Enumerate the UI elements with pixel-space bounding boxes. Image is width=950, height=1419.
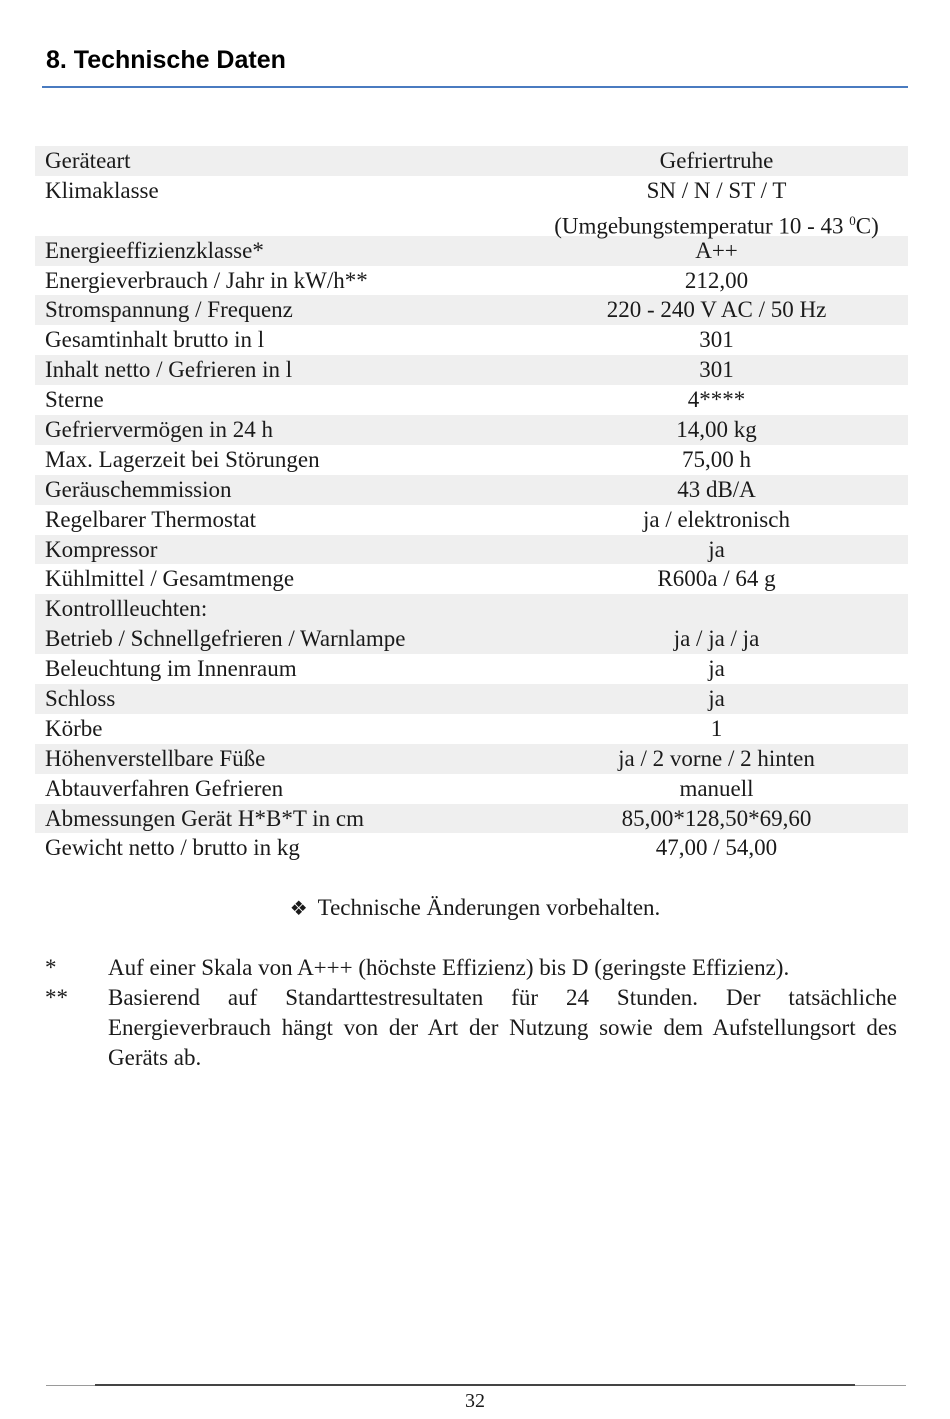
spec-label: [35, 804, 525, 834]
spec-label-line: Beleuchtung im Innenraum: [45, 656, 297, 682]
spec-value-line: Gefriertruhe: [659, 148, 774, 173]
footnote-mark: *: [45, 955, 57, 980]
spec-value-line: ja: [708, 656, 725, 682]
spec-value: [525, 594, 908, 654]
spec-value-line: [525, 594, 908, 624]
spec-value: [525, 505, 908, 535]
spec-label-line: Kühlmittel / Gesamtmenge: [45, 566, 295, 592]
spec-value: [525, 714, 908, 744]
spec-label: [35, 774, 525, 804]
spec-value-line: ja: [708, 536, 725, 562]
spec-label: [35, 475, 525, 505]
spec-label-line: Regelbarer Thermostat: [45, 506, 256, 532]
footnote: [45, 983, 897, 1073]
footnote-mark: **: [45, 985, 68, 1010]
spec-value-text: (Umgebungstemperatur 10 - 43: [554, 213, 850, 239]
spec-row: [35, 774, 908, 804]
spec-value-line: manuell: [679, 775, 754, 801]
spec-value-line: 4****: [687, 387, 746, 413]
spec-label-line: Stromspannung / Frequenz: [45, 297, 293, 323]
spec-value-line: 1: [710, 715, 723, 741]
spec-value: [525, 445, 908, 475]
spec-label: [35, 714, 525, 744]
spec-value-line: 220 - 240 V AC / 50 Hz: [606, 297, 827, 323]
section-heading: 8. Technische Daten: [46, 46, 286, 74]
spec-value-line: 301: [699, 327, 734, 353]
spec-label: [35, 505, 525, 535]
spec-value-line: R600a / 64 g: [657, 566, 776, 592]
spec-row: [35, 744, 908, 774]
spec-label: [35, 146, 525, 176]
spec-label-line: Kompressor: [45, 536, 158, 562]
spec-value: [525, 833, 908, 863]
spec-value: [525, 654, 908, 684]
spec-value-line: ja / elektronisch: [643, 506, 790, 532]
spec-row: [35, 355, 908, 385]
spec-row: [35, 295, 908, 325]
diamond-bullet-icon: ❖: [289, 896, 308, 920]
footnote-text: Auf einer Skala von A+++ (höchste Effizienz) bis D (geringste Effizienz).: [108, 955, 790, 980]
spec-value-line: 14,00 kg: [676, 417, 757, 443]
spec-value: [525, 684, 908, 714]
spec-label-line: Abmessungen Gerät H*B*T in cm: [45, 805, 364, 831]
spec-value: [525, 415, 908, 445]
spec-label-line: Schloss: [45, 686, 116, 712]
spec-value: [525, 774, 908, 804]
spec-label: [35, 385, 525, 415]
footnotes: [45, 953, 897, 1073]
spec-label: [35, 325, 525, 355]
spec-value-line: ja / 2 vorne / 2 hinten: [618, 745, 815, 771]
spec-label: [35, 564, 525, 594]
spec-label-line: Gesamtinhalt brutto in l: [45, 327, 265, 353]
spec-label-line: Betrieb / Schnellgefrieren / Warnlampe: [45, 626, 406, 652]
spec-value: [525, 236, 908, 266]
spec-label-line: Sterne: [45, 387, 104, 413]
spec-label-line: Körbe: [45, 715, 103, 741]
spec-value-line: A++: [695, 237, 738, 263]
spec-value-line: 43 dB/A: [677, 476, 756, 502]
spec-value-line: 301: [699, 357, 734, 383]
spec-value: [525, 295, 908, 325]
spec-value: [525, 804, 908, 834]
page-number: 32: [465, 1390, 485, 1412]
spec-value-line: SN / N / ST / T: [646, 177, 787, 203]
spec-row: [35, 475, 908, 505]
spec-table: [35, 146, 908, 863]
spec-label-line: Gewicht netto / brutto in kg: [45, 835, 300, 861]
spec-value-text: C): [855, 213, 879, 239]
spec-label: [35, 415, 525, 445]
spec-row: [35, 654, 908, 684]
spec-label: [35, 236, 525, 266]
spec-label-line: Geräuschemmission: [45, 476, 232, 502]
spec-label: [35, 654, 525, 684]
spec-value: [525, 266, 908, 296]
spec-row: [35, 833, 908, 863]
spec-label: [35, 535, 525, 565]
spec-label-line: Höhenverstellbare Füße: [45, 745, 266, 771]
footer-rule-accent: [95, 1384, 855, 1386]
spec-label: [35, 295, 525, 325]
spec-row: [35, 535, 908, 565]
technical-changes-text: Technische Änderungen vorbehalten.: [317, 895, 661, 920]
spec-label: [35, 445, 525, 475]
spec-label: [35, 594, 525, 654]
footnote: [45, 953, 897, 983]
spec-row: [35, 804, 908, 834]
spec-label-line: Inhalt netto / Gefrieren in l: [45, 357, 293, 383]
spec-value: [525, 176, 908, 239]
spec-label-line: Geräteart: [45, 148, 131, 173]
spec-row: [35, 146, 908, 176]
spec-row: [35, 176, 908, 239]
spec-value-line: [525, 624, 908, 654]
spec-row: [35, 445, 908, 475]
spec-label-line: Kontrollleuchten:: [45, 596, 208, 622]
spec-value: [525, 355, 908, 385]
spec-value: [525, 385, 908, 415]
spec-value: [525, 535, 908, 565]
spec-value: [525, 475, 908, 505]
technical-changes-note: [0, 893, 950, 923]
spec-value: [525, 146, 908, 176]
spec-value-line: [525, 206, 908, 239]
spec-label: [35, 833, 525, 863]
spec-label-line: Abtauverfahren Gefrieren: [45, 775, 284, 801]
spec-row: [35, 385, 908, 415]
spec-label: [35, 744, 525, 774]
spec-value-line: ja: [708, 686, 725, 712]
spec-label-line: Energieeffizienzklasse*: [45, 237, 264, 263]
spec-label-line: Max. Lagerzeit bei Störungen: [45, 446, 320, 472]
spec-row: [35, 714, 908, 744]
footnote-text: Basierend auf Standarttestresultaten für 24 Stunden. Der tatsächliche Energieverbrauch hängt von der Art der Nutzung sowie dem Aufstellungsort des Geräts ab.: [108, 985, 897, 1070]
spec-label: [35, 684, 525, 714]
spec-value-line: 75,00 h: [682, 446, 751, 472]
degree-superscript: 0: [849, 212, 856, 228]
spec-label: [35, 176, 525, 236]
spec-label-line: Gefriervermögen in 24 h: [45, 417, 274, 443]
spec-label-line: Energieverbrauch / Jahr in kW/h**: [45, 267, 368, 293]
spec-row: [35, 505, 908, 535]
spec-label-line: Klimaklasse: [45, 177, 159, 203]
spec-value-text: ja / ja / ja: [673, 626, 760, 652]
spec-label: [35, 266, 525, 296]
spec-value: [525, 325, 908, 355]
spec-row: [35, 236, 908, 266]
spec-value-line: 212,00: [684, 267, 749, 293]
heading-rule: [42, 86, 908, 88]
spec-row: [35, 594, 908, 654]
spec-row: [35, 684, 908, 714]
spec-value: [525, 744, 908, 774]
spec-row: [35, 415, 908, 445]
spec-row: [35, 564, 908, 594]
spec-label: [35, 355, 525, 385]
spec-row: [35, 325, 908, 355]
spec-row: [35, 266, 908, 296]
spec-value-line: 85,00*128,50*69,60: [621, 805, 812, 831]
spec-value-line: 47,00 / 54,00: [655, 835, 778, 861]
spec-value: [525, 564, 908, 594]
